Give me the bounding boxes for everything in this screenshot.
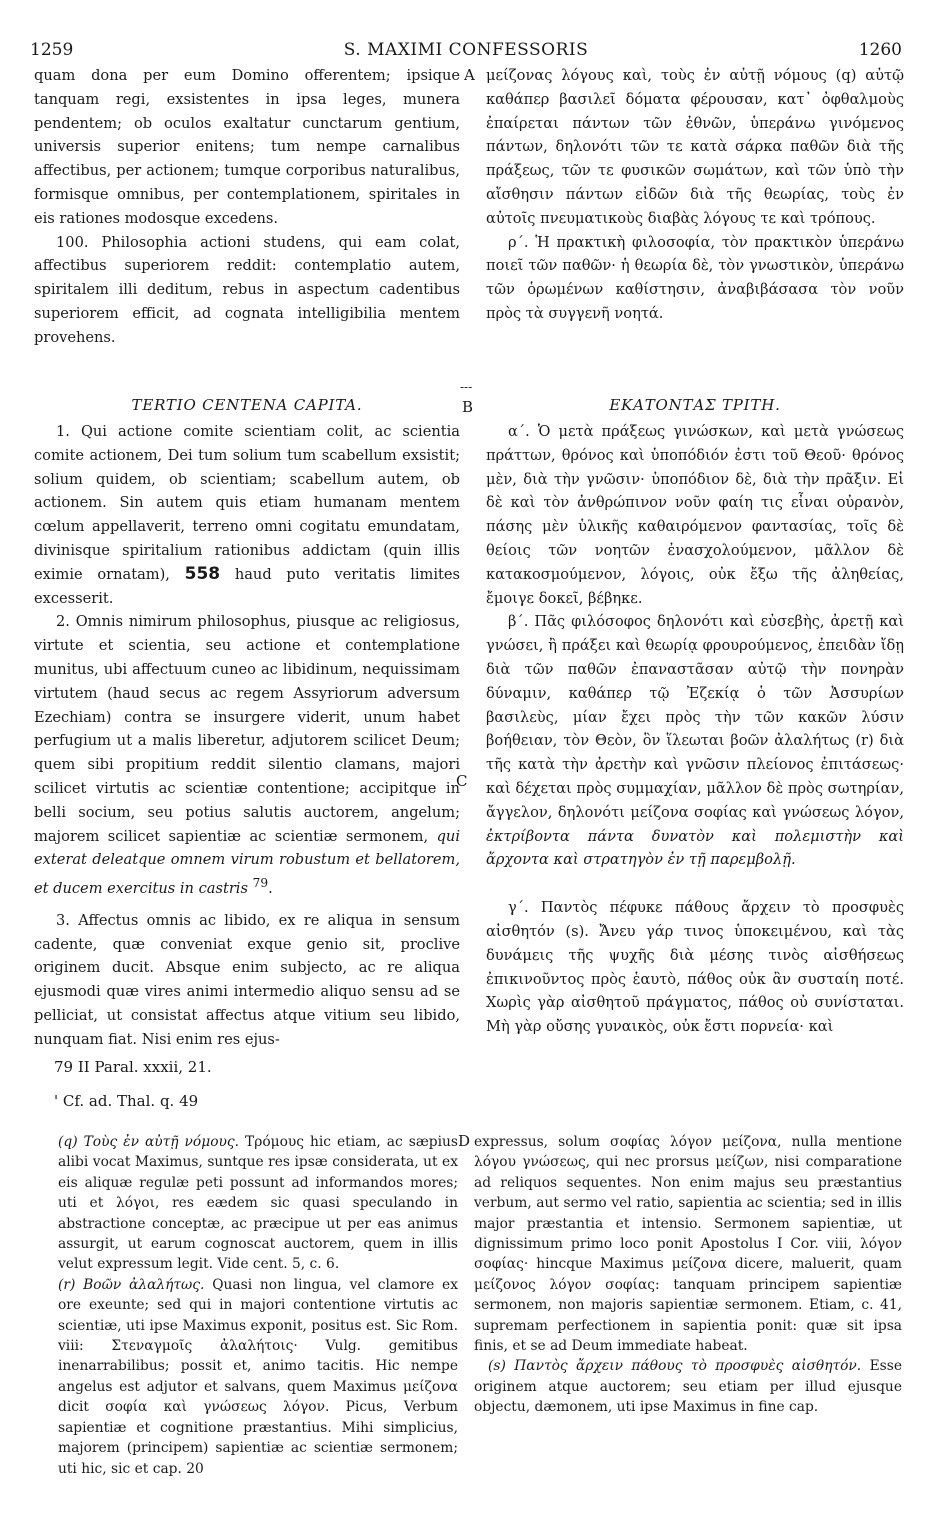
greek-chapters (486, 420, 904, 1039)
latin-chapter-1 (34, 420, 460, 610)
note-q-heading: (q) Τοὺς ἐν αὐτῇ νόμους. (58, 1134, 240, 1150)
latin-chapter-1-text: 1. Qui actione comite scientiam colit, ac scientia comite actionem, Dei tum solium tum scabellum exsistit; solium quidem, ob scientiam; scabellum autem, ob actionem. Sin autem quis etiam humanam mentem cœlum appellaverit, terreno omni cogitatu emundatam, divinisque spiritalium rationibus addictam (quin illis eximie ornatam), (34, 423, 460, 583)
footnote-ref-79: 79 (252, 876, 269, 891)
latin-chapter-1-end: haud puto veritatis limites excesserit. (34, 565, 461, 607)
greek-chapter-2 (486, 610, 904, 872)
note-s-text: Esse originem atque auctorem; seu etiam per illud ejusque objectu, dæmonem, uti ipse Maximus in fine cap. (474, 1358, 902, 1416)
page-number-right: 1260 (858, 40, 902, 60)
notes-left (58, 1132, 458, 1479)
running-title: S. MAXIMI CONFESSORIS (343, 40, 589, 60)
marker-c: C (456, 772, 468, 790)
running-header (30, 40, 902, 64)
footnote-79: 79 II Paral. xxxii, 21. (54, 1058, 212, 1076)
greek-chapter-2-quote: ἐκτρίβοντα πάντα δυνατὸν καὶ πολεμιστὴν καὶ ἄρχοντα καὶ στρατηγὸν ἐν τῇ παρεμβολῇ. (486, 827, 904, 869)
latin-chapter-2-text: 2. Omnis nimirum philosophus, piusque ac religiosus, virtute et scientia, seu actione et contemplatione munitus, ubi affectuum cuneo ac libidinum, nequissimam virtutem (haud secus ac regem Assyriorum adversum Ezechiam) contra se insurgere viderit, unum habet perfugium ut a malis liberetur, adjutorem scilicet Deum; quem sibi propitium reddit silentio clamans, majori scilicet virtutis ac scientiæ contentione; accipitque in belli socium, seu potius salutis auctorem, angelum; majorem scilicet sapientiæ ac scientiæ sermonem, (34, 613, 460, 845)
marker-a: A (464, 66, 475, 84)
latin-chapter-2: 2. Omnis nimirum philosophus, piusque ac religiosus, virtute et scientia, seu actione et contemplatione munitus, ubi affectuum cuneo ac libidinum, nequissimam virtutem (haud secus ac regem Assyriorum adversum Ezechiam) contra se insurgere viderit, unum habet perfugium ut a malis liberetur, adjutorem scilicet Deum; quem sibi propitium reddit silentio clamans, majori scilicet virtutis ac scientiæ contentione; accipitque in belli socium, seu potius salutis auctorem, angelum; majorem scilicet sapientiæ ac scientiæ sermonem, qui exterat deleatque omnem virum robustum et bellatorem, et ducem exercitus in castris $^{79}$. (34, 613, 460, 897)
latin-chapter-2-quote: qui exterat deleatque omnem virum robustum et bellatorem, et ducem exercitus in castris (34, 827, 460, 897)
latin-chapter-3: 3. Affectus omnis ac libido, ex re aliqua in sensum cadente, quæ conveniat exque genio sit, proclive originem ducit. Absque enim subjecto, ac re aliqua ejusmodi quæ vires animi intermedio aliquo sensu ad se pelliciat, ut consistat affectus atque vitium seu libido, nunquam fiat. Nisi enim res ejus- (34, 911, 460, 1048)
note-s-heading: (s) Παντὸς ἄρχειν πάθους τὸ προσφυὲς αἰσθητόν. (488, 1358, 862, 1375)
latin-top-block (34, 64, 460, 350)
note-r-text: Quasi non lingua, vel clamore ex ore exeunte; sed qui in majori contentione virtutis ac scientiæ, uti ipse Maximus exponit, positus est. Sic Rom. viii: Στεναγμοῖς ἀλαλήτοις· Vulg. gemitibus inenarrabilibus; possit et, animo tacitis. Hic nempe angelus est adjutor et salvans, quem Maximus μείζονα dicit σοφία καὶ γνώσεως λόγον. Picus, Verbum sapientiæ et cognitione præstantius. Mihi simplicius, majorem (principem) sapientiæ ac scientiæ sermonem; uti hic, sic et cap. 20 (58, 1276, 458, 1477)
note-r-continued: expressus, solum σοφίας λόγον μείζονα, nulla mentione λόγου γνώσεως, qui nec prorsus μείζων, nisi comparatione ad reliquos sequentes. Non enim majus seu præstantius verbum, aut sermo vel ratio, sapientia ac scientia; sed in illis major præstantia et intensio. Sermonem sapientiæ, ut dignissimum primo loco ponit Apostolus I Cor. viii, λόγον σοφίας· hincque Maximus μείζονα dicere, maluerit, quam μείζονος λόγον σοφίας: tanquam principem sapientiæ sermonem, non majoris sapientiæ sermonem. Etiam, c. 41, supremam perfectionem in sapientia ponit: quæ sit ipsa finis, et se ad Deum immediate habeat. (474, 1134, 902, 1355)
column-divider-dash: --- (460, 380, 473, 394)
marker-b: B (462, 398, 474, 416)
latin-chapter-100: 100. Philosophia actioni studens, qui eam colat, affectibus superiorem reddit: contemplatio autem, spiritalem illi deditum, rebus in aspectum cadentibus superiorem efficit, ad cognata intelligibilia mentem provehens. (34, 233, 460, 346)
greek-top-paragraph: μείζονας λόγους καὶ, τοὺς ἐν αὐτῇ νόμους (q) αὐτῷ καθάπερ βασιλεῖ δόματα φέρουσαν, κατ᾽ ὀφθαλμοὺς ἐπαίρεται πάντων τῶν ἐθνῶν, ὑπεράνω γινόμενος πάντων, δηλονότι τῶν τε κατὰ σάρκα παθῶν διὰ τῆς πράξεως, τῶν τε φυσικῶν σωμάτων, καὶ τῶν ὑπὸ τὴν αἴσθησιν πάντων εἰδῶν διὰ τῆς θεωρίας, τοὺς ἐν αὐτοῖς πνευματικοὺς διαβὰς λόγους τε καὶ τρόπους. (486, 67, 904, 227)
greek-top-block (486, 64, 904, 326)
greek-chapter-3: γ΄. Παντὸς πέφυκε πάθους ἄρχειν τὸ προσφυὲς αἰσθητόν (s). Ἄνευ γάρ τινος ὑποκειμένου, καὶ τὰς δυνάμεις τῆς ψυχῆς διὰ μέσης τινὸς αἰσθήσεως ἐπικινοῦντος πρὸς ἑαυτὸ, πάθος οὐκ ἂν συσταίη ποτέ. Χωρὶς γὰρ αἰσθητοῦ πράγματος, πάθος οὐ συνίσταται. Μὴ γὰρ οὔσης γυναικὸς, οὐκ ἔστι πορνεία· καὶ (486, 899, 904, 1036)
latin-section-title: TERTIO CENTENA CAPITA. (131, 396, 363, 414)
page-number-left: 1259 (30, 40, 74, 60)
latin-chapters (34, 420, 460, 1052)
note-r-heading: (r) Βοῶν ἀλαλήτως. (58, 1276, 205, 1293)
note-r (58, 1275, 458, 1479)
note-q-text: Τρόμους hic etiam, ac sæpius alibi vocat Maximus, suntque res ipsæ considerata, ut ex eis aliquæ regulæ peti possunt ad informandos mores; uti et λόγοι, res eædem sic quasi speculando in abstractione conceptæ, ac præcipue ut per eas animus assurgit, ut earum cognoscat auctorem, quem in illis velut expressum legit. Vide cent. 5, c. 6. (58, 1134, 458, 1273)
marker-d: D (458, 1132, 471, 1150)
latin-top-paragraph: quam dona per eum Domino offerentem; ipsique tanquam regi, exsistentes in ipsa leges, munera pendentem; ob oculos exaltatur cunctarum gentium, universis superior enitens; tum nempe carnalibus affectibus, per actionem; tumque corporibus naturalibus, formisque omnibus, per contemplationem, spiritales in eis rationes modosque excedens. (34, 67, 460, 227)
greek-chapter-1: α΄. Ὁ μετὰ πράξεως γινώσκων, καὶ μετὰ γνώσεως πράττων, θρόνος καὶ ὑποπόδιόν ἐστι τοῦ Θεοῦ· θρόνος μὲν, διὰ τὴν γνῶσιν· ὑποπόδιον δὲ, διὰ τὴν πρᾶξιν. Εἰ δὲ καὶ τὸν ἀνθρώπινον νοῦν φαίη τις εἶναι οὐρανὸν, πάσης μὲν ὑλικῆς καθαιρόμενον φαντασίας, τοῖς δὲ θείοις τῶν νοητῶν ἐνασχολούμενον, μᾶλλον δὲ κατακοσμούμενον, λόγοις, οὐκ ἔξω τῆς ἀληθείας, ἔμοιγε δοκεῖ, βέβηκε. (486, 423, 904, 607)
footnote-thal: ' Cf. ad. Thal. q. 49 (54, 1092, 199, 1110)
greek-chapter-100: ρ΄. Ἡ πρακτικὴ φιλοσοφία, τὸν πρακτικὸν ὑπεράνω ποιεῖ τῶν παθῶν· ἡ θεωρία δὲ, τὸν γνωστικὸν, ὑπεράνω τῶν ὁρωμένων καθίστησιν, ἀναβιβάσασα τὸν νοῦν πρὸς τὰ συγγενῆ νοητά. (486, 233, 904, 322)
notes-right (474, 1132, 902, 1418)
greek-section-title: ΕΚΑΤΟΝΤΑΣ ΤΡΙΤΗ. (609, 396, 781, 414)
note-q (58, 1132, 458, 1275)
note-s (474, 1356, 902, 1417)
greek-chapter-2-text: β΄. Πᾶς φιλόσοφος δηλονότι καὶ εὐσεβὴς, ἀρετῇ καὶ γνώσει, ἢ πράξει καὶ θεωρίᾳ φρουρούμενος, ἐπειδὰν ἴδῃ διὰ τῶν παθῶν ἐπαναστᾶσαν αὐτῷ τὴν πονηρὰν δύναμιν, καθάπερ τῷ Ἐζεκίᾳ ὁ τῶν Ἀσσυρίων βασιλεὺς, μίαν ἔχει πρὸς τὴν τῶν κακῶν λύσιν βοήθειαν, τὸν Θεὸν, ὃν ἵλεωται βοῶν ἀλαλήτως (r) διὰ τῆς κατὰ τὴν ἀρετὴν καὶ γνῶσιν πλείονος ἐπιτάσεως· καὶ δέχεται πρὸς συμμαχίαν, μᾶλλον δὲ πρὸς σωτηρίαν, ἄγγελον, δηλονότι μείζονα σοφίας καὶ γνώσεως λόγον, (486, 613, 904, 821)
column-number: 558 (184, 563, 221, 584)
